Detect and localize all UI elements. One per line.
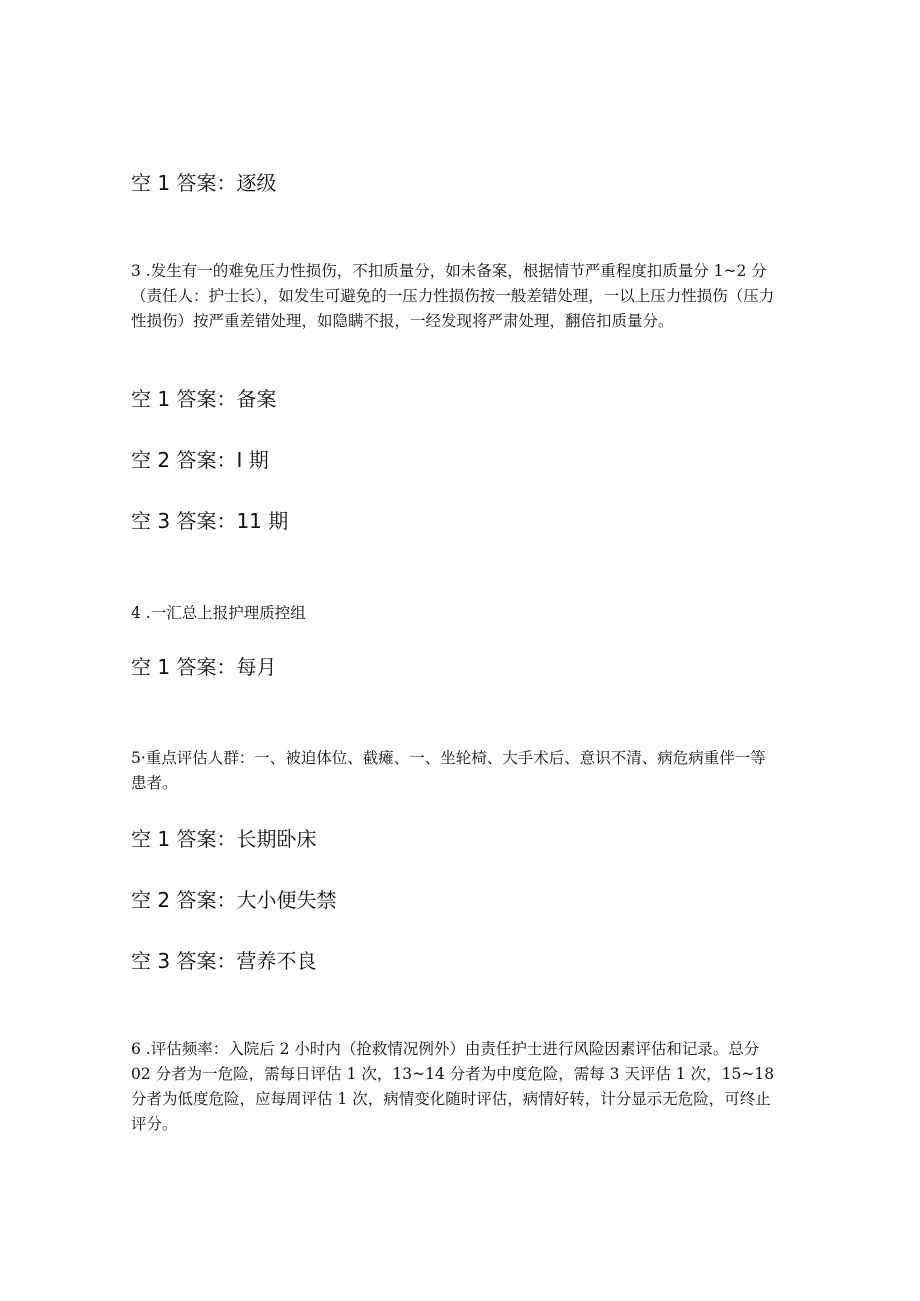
answer-line: 空 1 答案：长期卧床 <box>131 827 317 851</box>
answer-line: 空 3 答案：11 期 <box>131 509 289 533</box>
question-paragraph: 6 .评估频率：入院后 2 小时内（抢救情况例外）由责任护士进行风险因素评估和记录。总分 02 分者为一危险，需每日评估 1 次，13~14 分者为中度危险，需每 3 天评估 1 次，15~18 分者为低度危险，应每周评估 1 次，病情变化随时评估，病情好转，计分显示无危险，可终止评分。 <box>131 1040 775 1133</box>
question-paragraph: 4 .一汇总上报护理质控组 <box>131 604 306 622</box>
answer-line: 空 3 答案：营养不良 <box>131 949 317 973</box>
answer-line: 空 1 答案：备案 <box>131 387 277 411</box>
question-paragraph: 5·重点评估人群：一、被迫体位、截瘫、一、坐轮椅、大手术后、意识不清、病危病重伴一等患者。 <box>131 749 766 792</box>
answer-line: 空 2 答案：I 期 <box>131 448 269 472</box>
answer-line: 空 1 答案：每月 <box>131 655 277 679</box>
question-paragraph: 3 .发生有一的难免压力性损伤，不扣质量分，如未备案，根据情节严重程度扣质量分 1~2 分（责任人：护士长），如发生可避免的一压力性损伤按一般差错处理，一以上压力性损伤（压力性损伤）按严重差错处理，如隐瞒不报，一经发现将严肃处理，翻倍扣质量分。 <box>131 262 775 330</box>
answer-line: 空 2 答案：大小便失禁 <box>131 888 337 912</box>
answer-line: 空 1 答案：逐级 <box>131 171 277 195</box>
